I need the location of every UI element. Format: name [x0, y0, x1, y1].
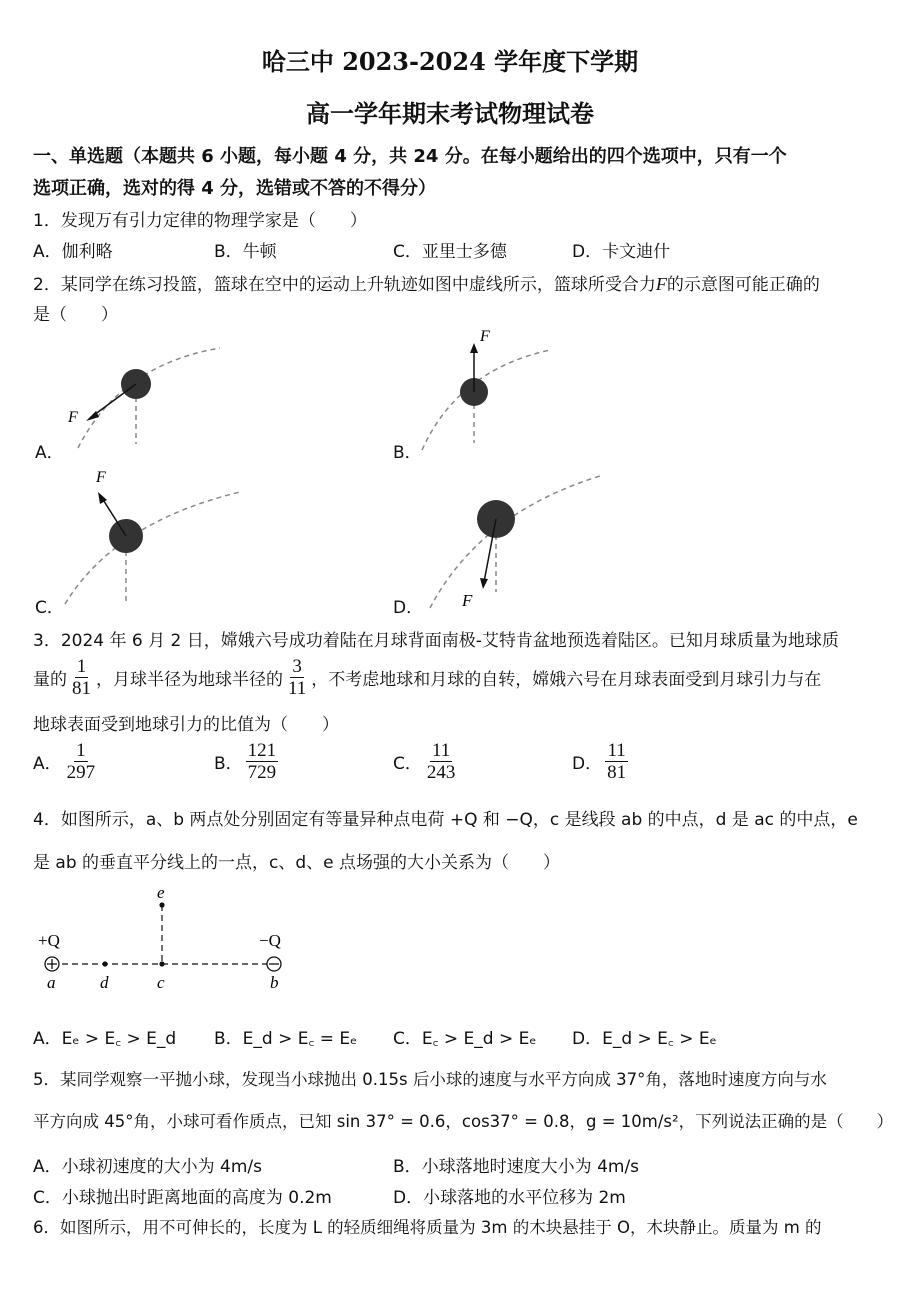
q1-option-a: A．伽利略	[33, 242, 113, 262]
point-e	[159, 902, 164, 907]
option-fraction	[605, 740, 628, 783]
q5-option-c: C．小球抛出时距离地面的高度为 0.2m	[33, 1188, 332, 1208]
fraction-denominator: 81	[72, 678, 91, 699]
q3-line3: 地球表面受到地球引力的比值为（ ）	[33, 715, 339, 735]
trajectory-line	[78, 348, 220, 448]
q1-option-d: D．卡文迪什	[572, 242, 671, 262]
q3-line2-part3: ，不考虑地球和月球的自转，嫦娥六号在月球表面受到月球引力与在	[311, 670, 822, 690]
trajectory-line	[65, 492, 240, 604]
fraction-numerator: 11	[607, 740, 626, 761]
fraction-denominator: 81	[607, 762, 627, 783]
q4-line2: 是 ab 的垂直平分线上的一点，c、d、e 点场强的大小关系为（ ）	[33, 853, 561, 873]
q5-option-b: B．小球落地时速度大小为 4m/s	[393, 1157, 640, 1177]
fraction-denominator: 11	[288, 678, 307, 699]
option-label: C．	[393, 754, 422, 774]
q2-figure-b	[410, 325, 590, 455]
force-label: F	[96, 469, 106, 486]
fraction-numerator: 1	[76, 656, 87, 677]
q1-stem: 1．发现万有引力定律的物理学家是（ ）	[33, 211, 367, 231]
q5-option-a: A．小球初速度的大小为 4m/s	[33, 1157, 262, 1177]
q2-figure-d	[420, 468, 620, 613]
q3-line2	[33, 656, 821, 699]
q2-option-b-label: B．	[393, 443, 422, 463]
q2-force-symbol: F	[655, 274, 667, 294]
q2-figure-a	[60, 340, 240, 460]
q3-line2-part1: 量的	[33, 670, 67, 690]
option-fraction	[425, 740, 458, 783]
q6-line1: 6．如图所示，用不可伸长的，长度为 L 的轻质细绳将质量为 3m 的木块悬挂于 O，木块静止。质量为 m 的	[33, 1218, 822, 1237]
q3-option-b	[214, 740, 281, 783]
force-label: F	[462, 591, 473, 610]
fraction-numerator: 11	[431, 740, 451, 761]
label-d: d	[100, 973, 109, 992]
point-c	[159, 961, 164, 966]
option-label: A．	[33, 754, 62, 774]
q3-line2-part2: ，月球半径为地球半径的	[96, 670, 283, 690]
fraction-numerator: 121	[247, 740, 277, 761]
option-label: D．	[572, 754, 603, 774]
fraction-denominator: 729	[247, 762, 277, 783]
q2-stem-part1: 2．某同学在练习投篮，篮球在空中的运动上升轨迹如图中虚线所示，篮球所受合力	[33, 275, 656, 295]
trajectory-line	[422, 350, 550, 450]
exam-title-line2: 高一学年期末考试物理试卷	[306, 99, 594, 128]
fraction-denominator: 243	[426, 762, 456, 783]
force-arrowhead	[98, 492, 107, 504]
section-header-line1: 一、单选题（本题共 6 小题，每小题 4 分，共 24 分。在每小题给出的四个选项中，只有一个	[33, 146, 787, 167]
q2-stem-line2: 是（ ）	[33, 305, 118, 325]
q4-option-c: C．E꜀ > E_d > Eₑ	[393, 1029, 537, 1049]
label-a: a	[47, 973, 56, 992]
q3-option-a	[33, 740, 100, 783]
force-arrowhead	[470, 343, 478, 353]
q4-charge-figure	[30, 885, 300, 1000]
fraction-numerator: 3	[292, 656, 302, 677]
q4-option-a: A．Eₑ > E꜀ > E_d	[33, 1029, 177, 1049]
q4-option-d: D．E_d > E꜀ > Eₑ	[572, 1029, 717, 1049]
section-header-line2: 选项正确，选对的得 4 分，选错或不答的不得分）	[33, 178, 437, 199]
q2-stem-part2: 的示意图可能正确的	[666, 275, 820, 295]
q1-option-b: B．牛顿	[214, 242, 277, 262]
option-label: B．	[214, 754, 243, 774]
force-label: F	[68, 409, 78, 426]
option-fraction	[246, 740, 279, 783]
label-b: b	[270, 973, 279, 992]
force-arrowhead	[480, 578, 488, 589]
q4-line1: 4．如图所示，a、b 两点处分别固定有等量异种点电荷 +Q 和 −Q，c 是线段 ab 的中点，d 是 ac 的中点，e	[33, 810, 858, 830]
q3-line1: 3．2024 年 6 月 2 日，嫦娥六号成功着陆在月球背面南极-艾特肯盆地预选着陆区。已知月球质量为地球质	[33, 631, 839, 651]
q3-option-c	[393, 740, 460, 783]
label-plus-q: +Q	[38, 931, 60, 950]
fraction-numerator: 1	[76, 740, 86, 761]
q2-option-a-label: A．	[35, 443, 64, 463]
option-fraction	[65, 740, 98, 783]
fraction-moon-mass	[70, 656, 93, 699]
q2-option-c-label: C．	[35, 598, 64, 618]
q2-figure-c	[60, 462, 260, 607]
label-e: e	[157, 885, 165, 902]
fraction-moon-radius	[286, 656, 308, 699]
q2-option-d-label: D．	[393, 598, 424, 618]
q5-line1: 5．某同学观察一平抛小球，发现当小球抛出 0.15s 后小球的速度与水平方向成 37°角，落地时速度方向与水	[33, 1070, 827, 1089]
force-label: F	[480, 328, 490, 345]
q1-option-c: C．亚里士多德	[393, 242, 507, 262]
q2-stem-line1	[33, 270, 820, 295]
exam-title-line1: 哈三中 2023-2024 学年度下学期	[261, 47, 639, 76]
label-minus-q: −Q	[259, 931, 281, 950]
fraction-denominator: 297	[66, 762, 96, 783]
point-d	[102, 961, 107, 966]
trajectory-line	[430, 476, 600, 608]
label-c: c	[157, 973, 165, 992]
q4-option-b: B．E_d > E꜀ = Eₑ	[214, 1029, 358, 1049]
q5-line2: 平方向成 45°角，小球可看作质点，已知 sin 37° = 0.6，cos37° = 0.8，g = 10m/s²，下列说法正确的是（ ）	[33, 1112, 894, 1131]
q5-option-d: D．小球落地的水平位移为 2m	[393, 1188, 626, 1208]
q3-option-d	[572, 740, 631, 783]
